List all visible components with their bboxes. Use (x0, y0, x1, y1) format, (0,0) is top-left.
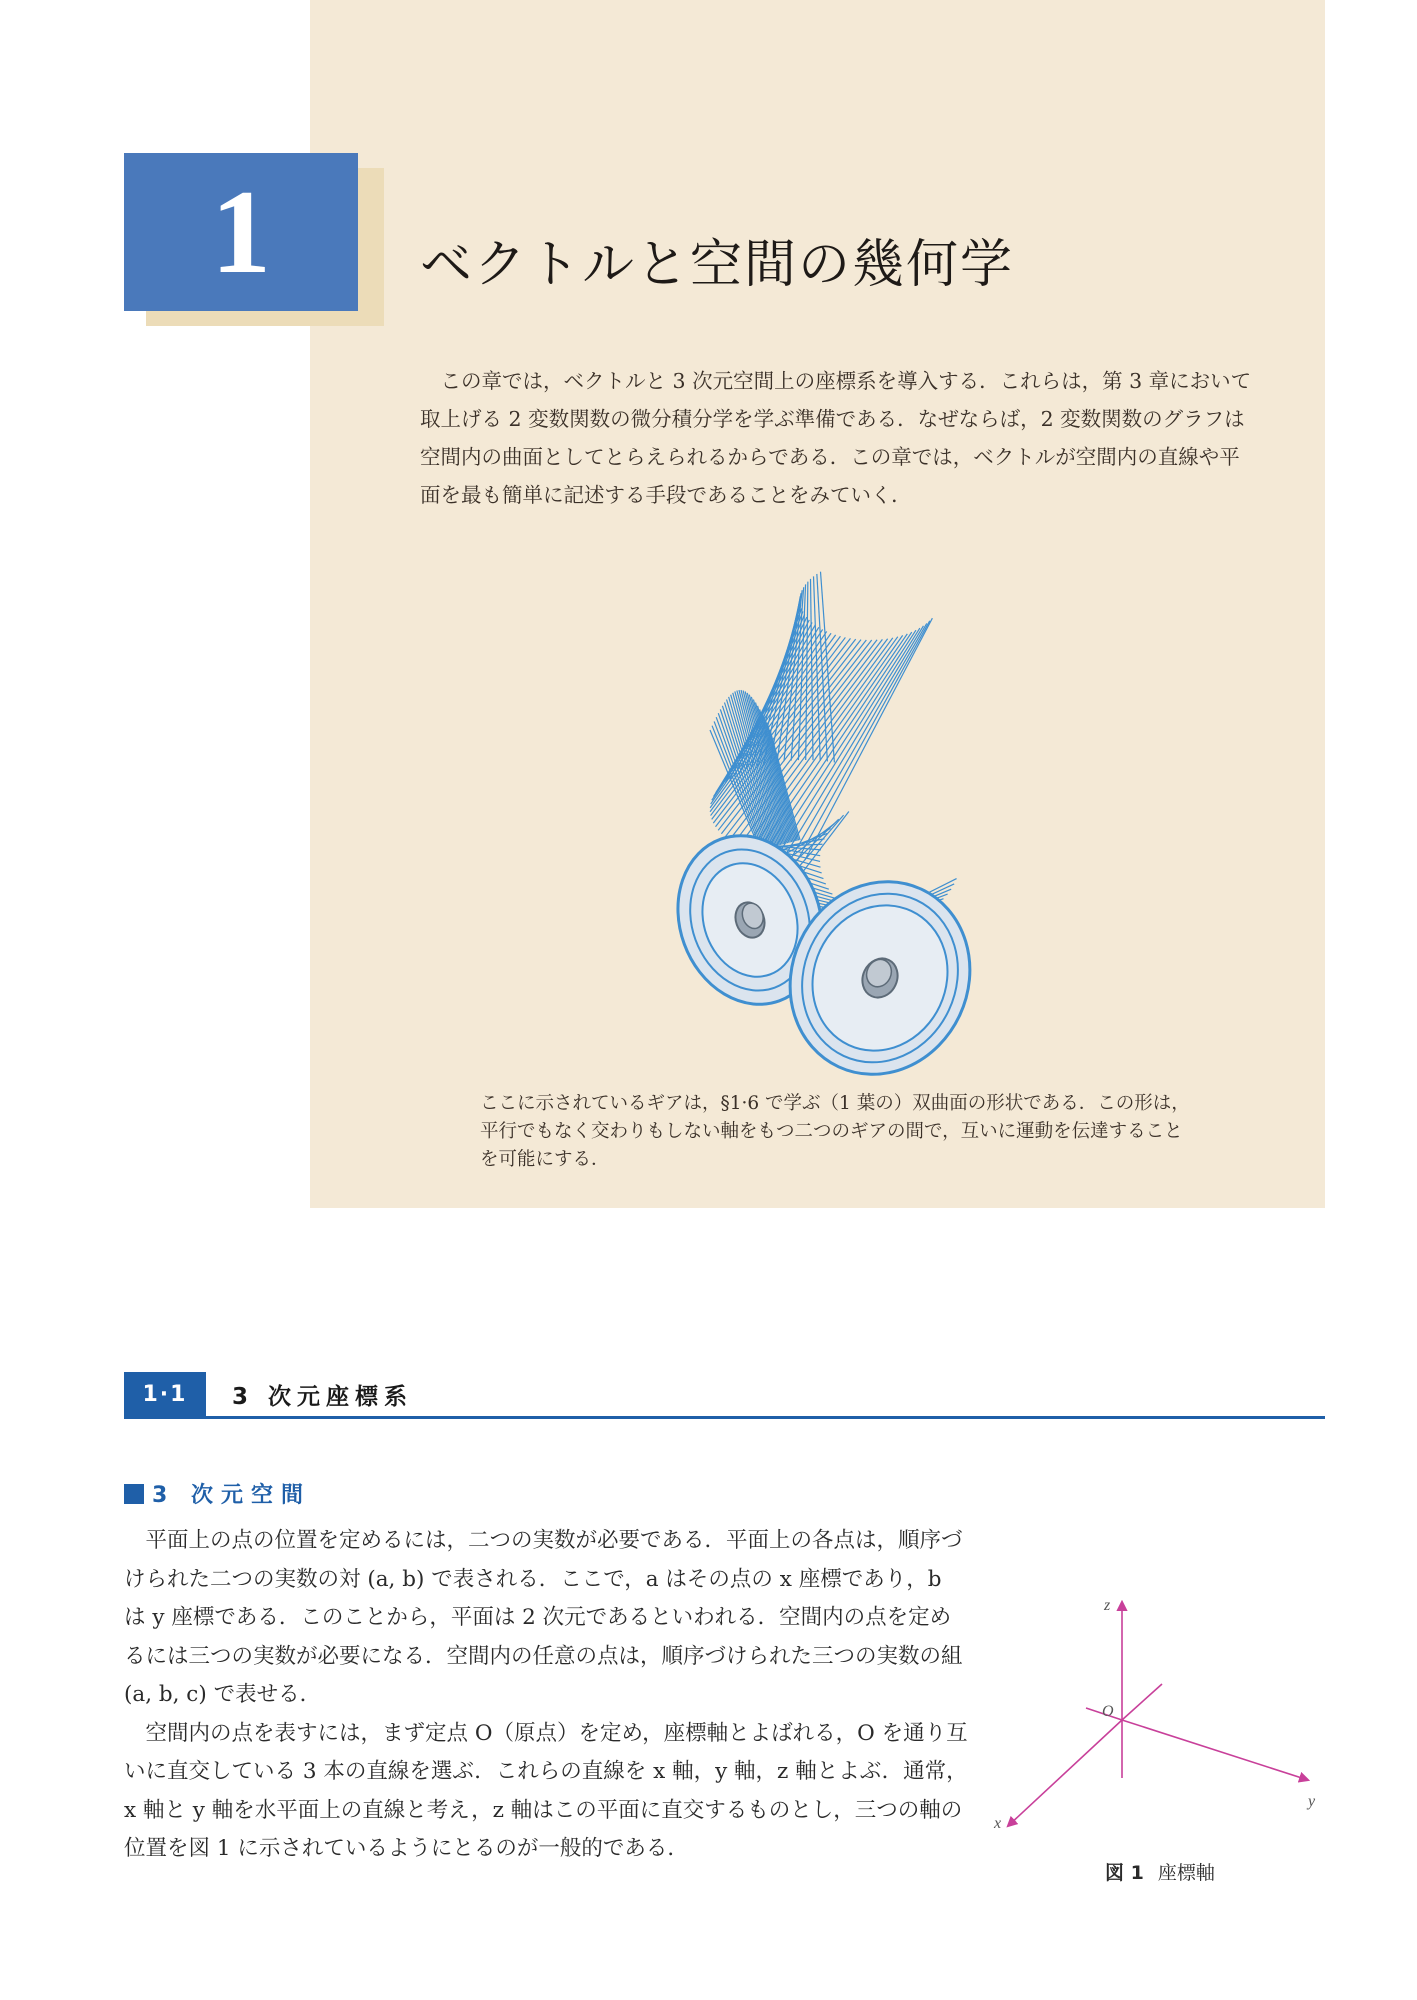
figure-caption: ここに示されているギアは，§1·6 で学ぶ（1 葉の）双曲面の形状である．この形は，平行でもなく交わりもしない軸をもつ二つのギアの間で，互いに運動を伝達することを可能にする． (480, 1093, 1190, 1170)
figure-1-caption-text: 座標軸 (1157, 1862, 1215, 1884)
figure-1-caption (1105, 1858, 1215, 1885)
gear-ruling-line (806, 582, 808, 760)
section-title: 3 次元座標系 (232, 1384, 414, 1410)
origin-label: O (1102, 1703, 1114, 1720)
y-axis-label: y (1308, 1793, 1316, 1810)
z-axis-label: z (1104, 1597, 1111, 1614)
gear-ruling-line (792, 819, 839, 864)
subsection-heading (124, 1478, 311, 1509)
x-axis-back (1122, 1684, 1162, 1720)
square-bullet-icon (124, 1484, 144, 1504)
figure-1-label: 図 1 (1105, 1862, 1144, 1884)
x-axis (1008, 1720, 1122, 1826)
y-axis (1122, 1720, 1308, 1780)
coordinate-axes-figure (990, 1590, 1330, 1850)
subsection-title: 3 次元空間 (152, 1483, 311, 1508)
chapter-intro (420, 362, 1255, 514)
chapter-intro-text: この章では，ベクトルと 3 次元空間上の座標系を導入する．これらは，第 3 章において取上げる 2 変数関数の微分積分学を学ぶ準備である．なぜならば，2 変数関数のグラフは空間内の曲面としてとらえられるからである．この章では，ベクトルが空間内の直線や平面を最も簡単に記述する手段であることをみていく． (420, 369, 1252, 507)
section-number: 1·1 (124, 1372, 206, 1416)
paragraph-1: 平面上の点の位置を定めるには，二つの実数が必要である．平面上の各点は，順序づけられた二つの実数の対 (a, b) で表される．ここで，a はその点の x 座標であり，b は y 座標である．このことから，平面は 2 次元であるといわれる．空間内の点を定めるには三つの実数が必要になる．空間内の任意の点は，順序づけられた三つの実数の組 (a, b, c) で表せる． (124, 1528, 963, 1707)
section-header (124, 1372, 1325, 1419)
chapter-title: ベクトルと空間の幾何学 (420, 235, 1015, 295)
gear-ruling-line (800, 811, 849, 875)
paragraph-2: 空間内の点を表すには，まず定点 O（原点）を定め，座標軸とよばれる，O を通り互いに直交している 3 本の直線を選ぶ．これらの直線を x 軸，y 軸，z 軸とよぶ．通常，x 軸と y 軸を水平面上の直線と考え，z 軸はこの平面に直交するものとし，三つの軸の位置を図 1 に示されているようにとるのが一般的である． (124, 1720, 968, 1861)
body-text (124, 1522, 969, 1869)
x-axis-label: x (994, 1815, 1002, 1832)
hyperboloid-gear-figure (600, 560, 1070, 1080)
chapter-number: 1 (124, 153, 358, 311)
